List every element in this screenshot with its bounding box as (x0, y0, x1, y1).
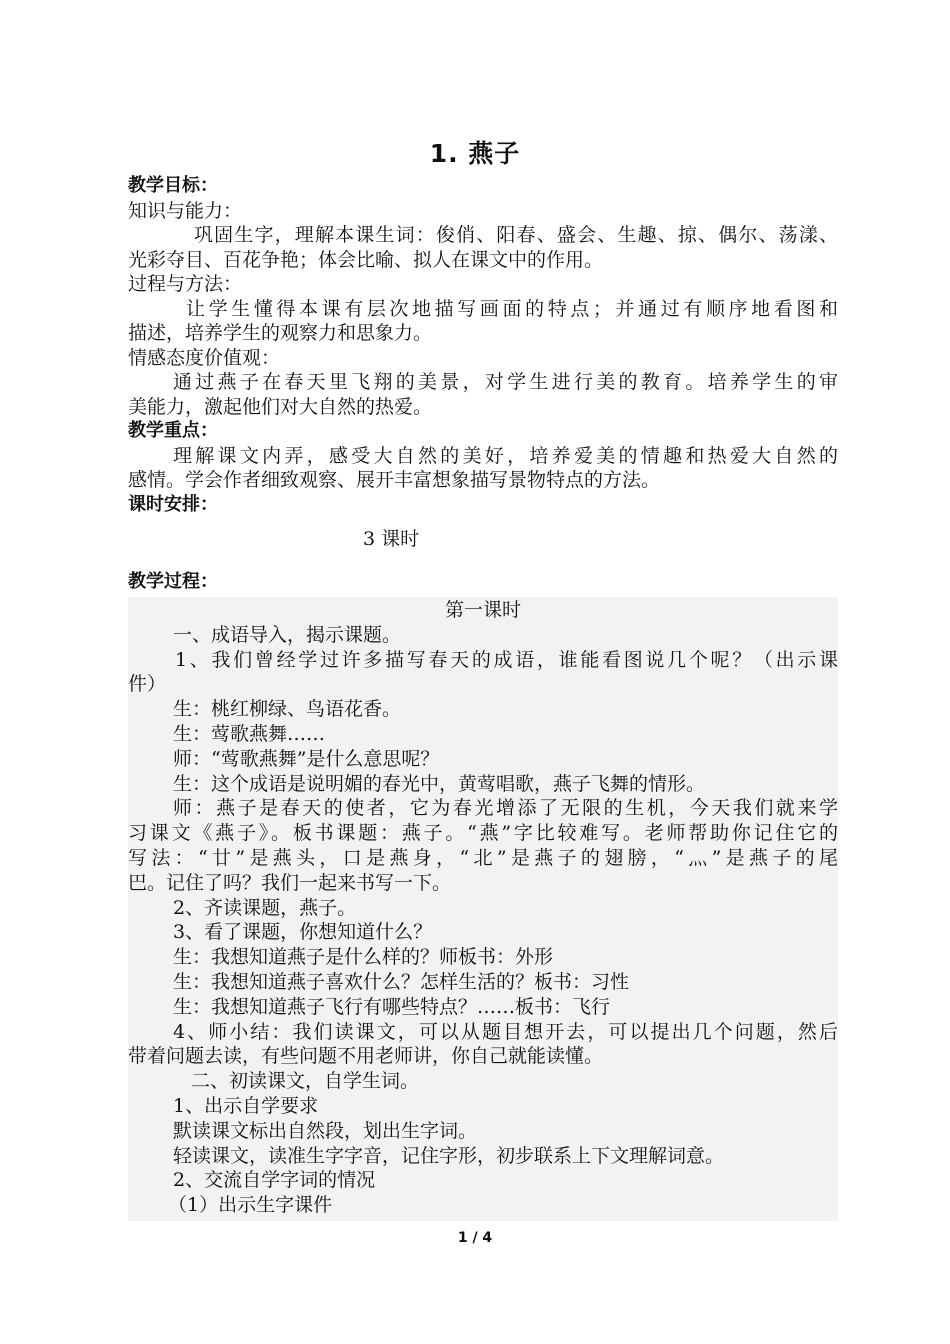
lesson-line: 生：莺歌燕舞…… (173, 722, 326, 745)
process-method-text-line-1: 让学生懂得本课有层次地描写画面的特点；并通过有顺序地看图和 (186, 297, 838, 320)
lesson-line: 件） (128, 673, 167, 696)
process-method-text-line-2: 描述，培养学生的观察力和思象力。 (128, 322, 433, 344)
lesson-line: 习课文《燕子》。板书课题：燕子。“燕”字比较难写。老师帮助你记住它的 (128, 822, 838, 845)
teaching-process-heading: 教学过程： (128, 570, 218, 592)
lesson-process-box (128, 597, 838, 1221)
lesson-line: 生：这个成语是说明媚的春光中，黄莺唱歌，燕子飞舞的情形。 (173, 772, 706, 795)
lesson-line: 生：我想知道燕子喜欢什么？怎样生活的？板书：习性 (173, 970, 630, 993)
schedule-hours: 3 课时 (363, 528, 420, 550)
process-method-heading: 过程与方法： (128, 273, 243, 295)
lesson-line: 3、看了课题，你想知道什么？ (173, 921, 433, 944)
lesson-line: 2、齐读课题，燕子。 (173, 896, 357, 919)
lesson-line: 生：桃红柳绿、鸟语花香。 (173, 698, 402, 721)
key-points-text-line-1: 理解课文内弄，感受大自然的美好，培养爱美的情趣和热爱大自然的 (173, 444, 838, 467)
session-title: 第一课时 (444, 599, 521, 621)
lesson-line: 1、我们曾经学过许多描写春天的成语，谁能看图说几个呢？（出示课 (175, 648, 838, 671)
lesson-line: 师：燕子是春天的使者，它为春光增添了无限的生机，今天我们就来学 (173, 797, 838, 820)
lesson-line: 带着问题去读，有些问题不用老师讲，你自己就能读懂。 (128, 1045, 604, 1068)
lesson-line: （1）出示生字课件 (168, 1194, 333, 1217)
lesson-line: 二、初读课文，自学生词。 (191, 1070, 420, 1093)
schedule-heading: 课时安排： (128, 493, 218, 515)
lesson-line: 师：“莺歌燕舞”是什么意思呢？ (173, 747, 440, 770)
lesson-line: 生：我想知道燕子是什么样的？师板书：外形 (173, 946, 554, 969)
lesson-line: 1、出示自学要求 (173, 1094, 319, 1117)
emotion-heading: 情感态度价值观： (128, 346, 281, 369)
emotion-text-line-1: 通过燕子在春天里飞翔的美景，对学生进行美的教育。培养学生的审 (173, 371, 838, 393)
key-points-text-line-2: 感情。学会作者细致观察、展开丰富想象描写景物特点的方法。 (128, 469, 661, 491)
objectives-heading: 教学目标： (128, 175, 218, 196)
knowledge-heading: 知识与能力： (128, 199, 243, 222)
lesson-line: 生：我想知道燕子飞行有哪些特点？……板书：飞行 (173, 995, 611, 1018)
page-number: 1 / 4 (457, 1230, 493, 1246)
lesson-line: 写法：“廿”是燕头，口是燕身，“北”是燕子的翅膀，“灬”是燕子的尾 (128, 846, 838, 869)
document-title: 1. 燕子 (429, 139, 521, 168)
key-points-heading: 教学重点： (128, 420, 218, 441)
lesson-line: 4、师小结：我们读课文，可以从题目想开去，可以提出几个问题，然后 (173, 1020, 838, 1043)
lesson-line: 默读课文标出自然段，划出生字词。 (173, 1119, 478, 1142)
lesson-line: 一、成语导入，揭示课题。 (173, 623, 402, 646)
lesson-line: 2、交流自学字词的情况 (173, 1169, 376, 1192)
lesson-plan-header-section (128, 174, 838, 594)
knowledge-text-line-1: 巩固生字，理解本课生词：俊俏、阳春、盛会、生趣、掠、偶尔、荡漾、 (194, 224, 838, 246)
lesson-line: 巴。记住了吗？我们一起来书写一下。 (128, 871, 452, 894)
lesson-line: 轻读课文，读准生字字音，记住字形，初步联系上下文理解词意。 (173, 1144, 725, 1167)
knowledge-text-line-2: 光彩夺目、百花争艳；体会比喻、拟人在课文中的作用。 (128, 248, 604, 271)
emotion-text-line-2: 美能力，激起他们对大自然的热爱。 (128, 395, 433, 418)
